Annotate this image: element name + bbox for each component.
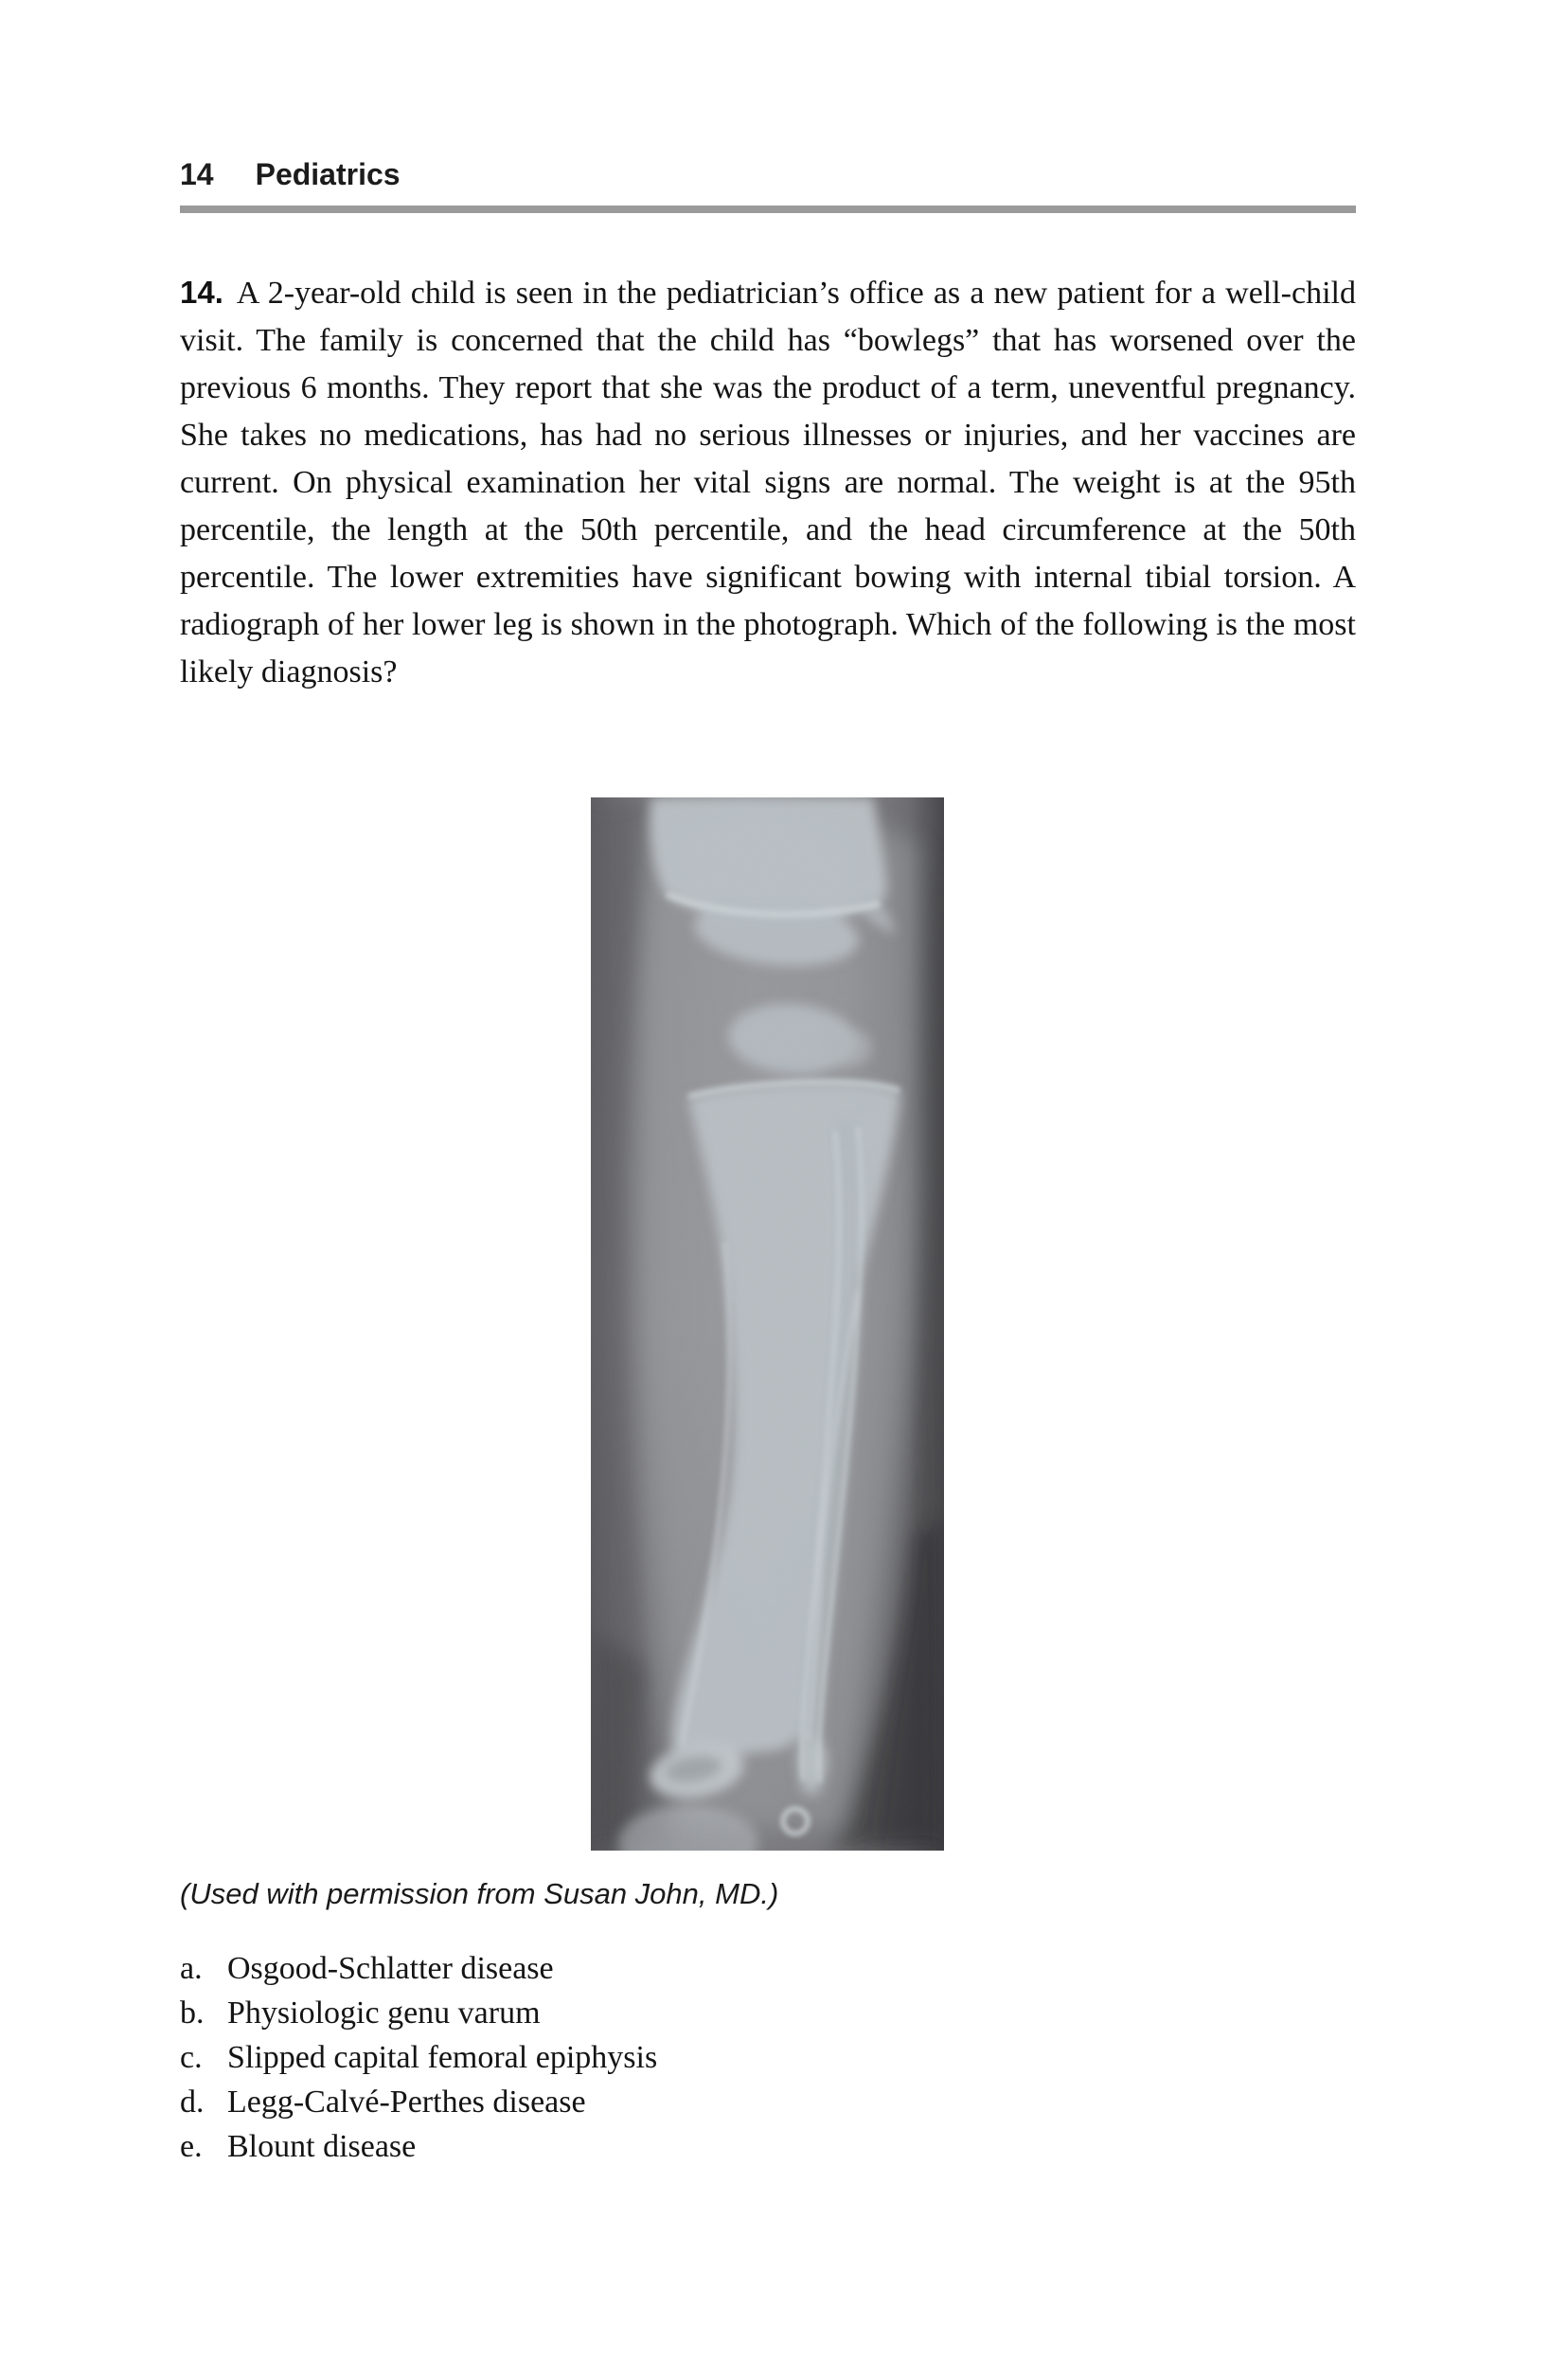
option-letter: d. xyxy=(180,2085,205,2120)
option-text: Slipped capital femoral epiphysis xyxy=(227,2040,658,2075)
option-letter: c. xyxy=(180,2040,203,2075)
options-list xyxy=(180,1946,1356,2169)
page-header xyxy=(180,157,401,191)
option-text: Osgood-Schlatter disease xyxy=(227,1951,554,1986)
option-row-c xyxy=(180,2035,1356,2080)
film-grain-overlay xyxy=(591,797,944,1851)
option-letter: e. xyxy=(180,2129,203,2164)
page-number: 14 xyxy=(180,157,214,191)
option-row-e xyxy=(180,2124,1356,2169)
question-number: 14. xyxy=(180,275,223,310)
option-row-a xyxy=(180,1946,1356,1991)
figure-caption: (Used with permission from Susan John, MD.) xyxy=(180,1877,779,1910)
xray-figure xyxy=(591,797,944,1851)
option-text: Blount disease xyxy=(227,2129,417,2164)
option-text: Physiologic genu varum xyxy=(227,1995,541,2031)
option-row-b xyxy=(180,1991,1356,2035)
xray-radiograph xyxy=(591,797,944,1851)
option-row-d xyxy=(180,2080,1356,2124)
option-letter: b. xyxy=(180,1995,205,2031)
question-paragraph xyxy=(180,269,1356,696)
option-letter: a. xyxy=(180,1951,203,1986)
section-title: Pediatrics xyxy=(255,157,401,191)
header-rule-divider xyxy=(180,206,1356,213)
question-text: A 2-year-old child is seen in the pediatrician’s office as a new patient for a well-child visit. The family is concerned that the child has “bowlegs” that has worsened over the previous 6 months. They report that she was the product of a term, uneventful pregnancy. She takes no medications, has had no serious illnesses or injuries, and her vaccines are current. On physical examination her vital signs are normal. The weight is at the 95th percentile, the length at the 50th percentile, and the head circumference at the 50th percentile. The lower extremities have significant bowing with internal tibial torsion. A radiograph of her lower leg is shown in the photograph. Which of the following is the most likely diagnosis? xyxy=(180,276,1356,689)
option-text: Legg-Calvé-Perthes disease xyxy=(227,2085,586,2120)
